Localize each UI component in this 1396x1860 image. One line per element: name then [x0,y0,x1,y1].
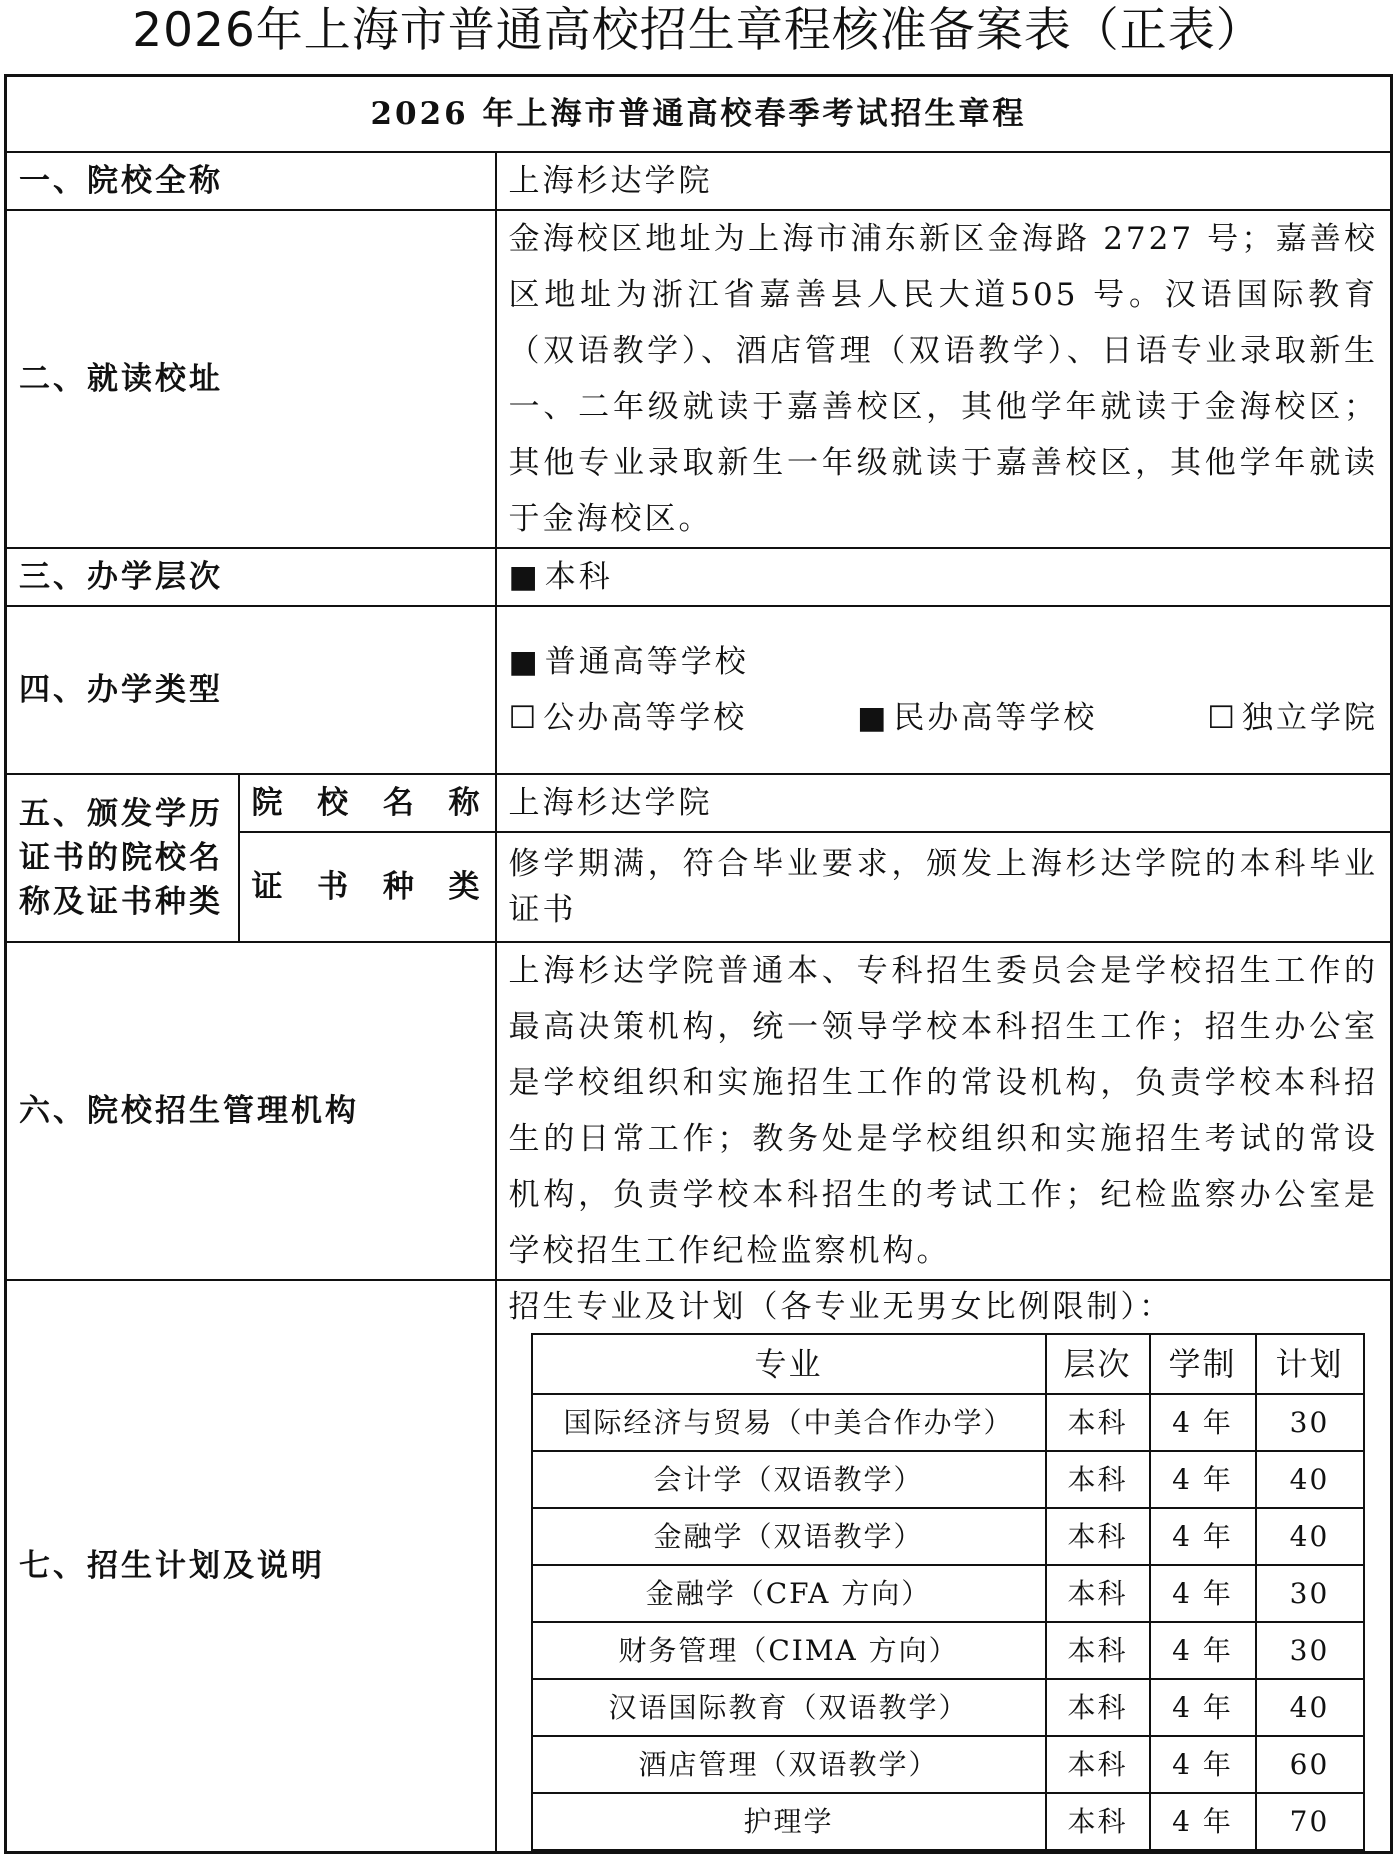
value-school-type [496,606,1392,774]
label-education-level: 三、办学层次 [6,548,496,606]
option-independent-college [1207,690,1378,746]
major-plan: 60 [1256,1736,1364,1793]
major-level: 本科 [1046,1736,1150,1793]
row-campus-address [6,210,1392,548]
major-name: 护理学 [532,1793,1046,1850]
unchecked-box-icon: ☐ [1207,700,1239,736]
major-years: 4 年 [1150,1622,1256,1679]
label-admission-office: 六、院校招生管理机构 [6,942,496,1280]
row-school-type [6,606,1392,774]
table-row [532,1622,1364,1679]
option-regular-college [509,634,1379,690]
unchecked-box-icon: ☐ [508,700,540,736]
table-row [532,1451,1364,1508]
major-years: 4 年 [1150,1451,1256,1508]
value-issuer-name: 上海杉达学院 [496,774,1392,832]
checked-box-icon: ■ [857,700,890,736]
checked-box-icon: ■ [508,644,541,680]
major-plan: 30 [1256,1394,1364,1451]
header-plan: 计划 [1256,1334,1364,1394]
major-name: 国际经济与贸易（中美合作办学） [532,1394,1046,1451]
option-label: 普通高等学校 [544,644,749,680]
major-years: 4 年 [1150,1793,1256,1850]
major-level: 本科 [1046,1508,1150,1565]
major-name: 金融学（双语教学） [532,1508,1046,1565]
value-certificate-type: 修学期满，符合毕业要求，颁发上海杉达学院的本科毕业证书 [496,832,1392,942]
major-years: 4 年 [1150,1679,1256,1736]
table-row [532,1793,1364,1850]
major-plan: 30 [1256,1565,1364,1622]
value-school-name: 上海杉达学院 [496,152,1392,210]
option-label: 民办高等学校 [893,700,1098,736]
major-name: 金融学（CFA 方向） [532,1565,1046,1622]
major-name: 汉语国际教育（双语教学） [532,1679,1046,1736]
major-years: 4 年 [1150,1394,1256,1451]
value-enrollment-plan [496,1280,1392,1853]
value-campus-address: 金海校区地址为上海市浦东新区金海路 2727 号；嘉善校区地址为浙江省嘉善县人民大道505 号。汉语国际教育（双语教学）、酒店管理（双语教学）、日语专业录取新生一、二年级就读于嘉善校区，其他学年就读于金海校区；其他专业录取新生一年级就读于嘉善校区，其他学年就读于金海校区。 [496,210,1392,548]
major-name: 财务管理（CIMA 方向） [532,1622,1046,1679]
major-level: 本科 [1046,1451,1150,1508]
major-header-row [532,1334,1364,1394]
plan-intro: 招生专业及计划（各专业无男女比例限制）： [508,1289,1173,1325]
table-row [532,1565,1364,1622]
value-admission-office: 上海杉达学院普通本、专科招生委员会是学校招生工作的最高决策机构，统一领导学校本科招生工作；招生办公室是学校组织和实施招生工作的常设机构，负责学校本科招生的日常工作；教务处是学校组织和实施招生考试的常设机构，负责学校本科招生的考试工作；纪检监察办公室是学校招生工作纪检监察机构。 [496,942,1392,1280]
subtitle-row [6,76,1392,153]
option-label: 公办高等学校 [543,700,748,736]
label-school-type: 四、办学类型 [6,606,496,774]
filing-table [4,74,1393,1854]
table-subtitle: 2026 年上海市普通高校春季考试招生章程 [6,76,1392,153]
header-level: 层次 [1046,1334,1150,1394]
header-major: 专业 [532,1334,1046,1394]
major-level: 本科 [1046,1679,1150,1736]
major-years: 4 年 [1150,1736,1256,1793]
label-school-name: 一、院校全称 [6,152,496,210]
major-level: 本科 [1046,1394,1150,1451]
major-plan: 70 [1256,1793,1364,1850]
major-level: 本科 [1046,1622,1150,1679]
row-certificate-issuer [6,774,1392,832]
label-issuer-name: 院校名称 [239,774,496,832]
header-years: 学制 [1150,1334,1256,1394]
label-certificate-type: 证书种类 [239,832,496,942]
major-plan-table [531,1333,1365,1851]
major-years: 4 年 [1150,1565,1256,1622]
major-years: 4 年 [1150,1508,1256,1565]
major-plan: 40 [1256,1451,1364,1508]
option-private-college [857,690,1097,746]
table-row [532,1394,1364,1451]
label-enrollment-plan: 七、招生计划及说明 [6,1280,496,1853]
label-certificate: 五、颁发学历证书的院校名称及证书种类 [6,774,239,942]
row-admission-office [6,942,1392,1280]
checked-box-icon: ■ [508,559,541,595]
table-row [532,1508,1364,1565]
label-campus-address: 二、就读校址 [6,210,496,548]
major-plan: 40 [1256,1679,1364,1736]
table-row [532,1679,1364,1736]
major-level: 本科 [1046,1793,1150,1850]
option-undergraduate: 本科 [544,559,613,595]
row-school-name [6,152,1392,210]
major-name: 酒店管理（双语教学） [532,1736,1046,1793]
document-title: 2026年上海市普通高校招生章程核准备案表（正表） [132,3,1264,58]
row-education-level [6,548,1392,606]
option-public-college [509,690,748,746]
option-label: 独立学院 [1242,700,1379,736]
major-plan: 30 [1256,1622,1364,1679]
major-level: 本科 [1046,1565,1150,1622]
major-plan: 40 [1256,1508,1364,1565]
table-row [532,1736,1364,1793]
school-type-options [509,690,1379,746]
major-name: 会计学（双语教学） [532,1451,1046,1508]
row-enrollment-plan [6,1280,1392,1853]
value-education-level [496,548,1392,606]
